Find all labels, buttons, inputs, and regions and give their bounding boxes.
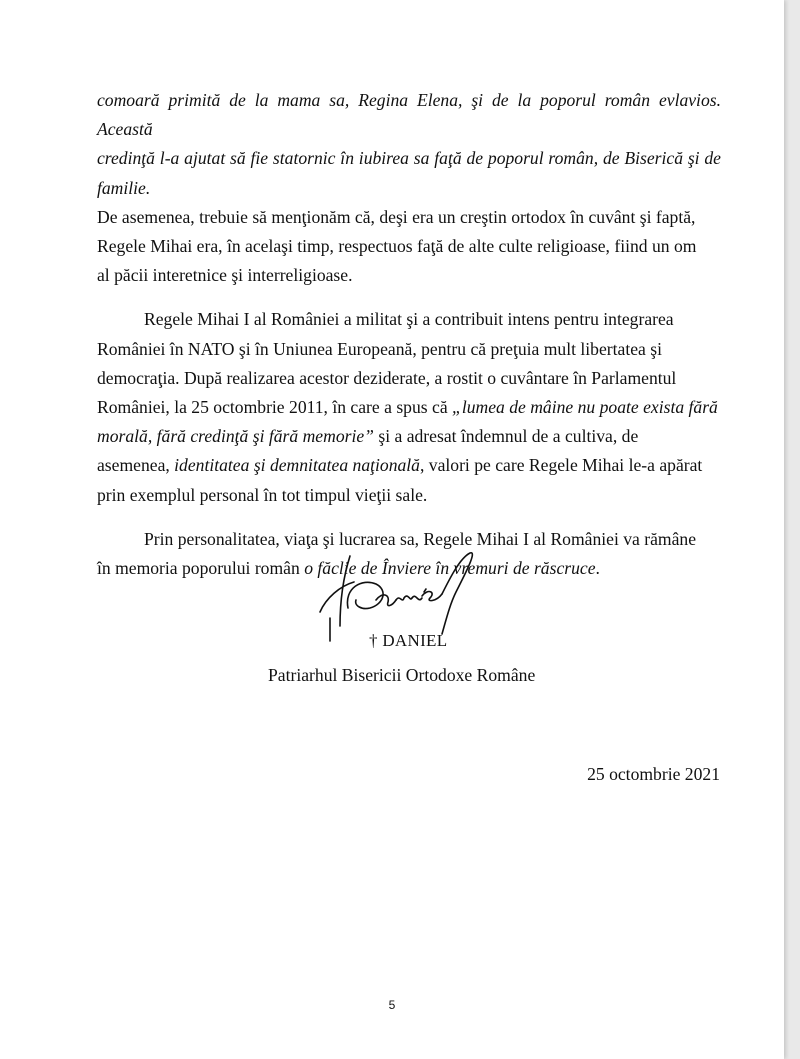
signature-title: Patriarhul Bisericii Ortodoxe Române bbox=[268, 665, 536, 685]
text-line: asemenea, bbox=[97, 455, 175, 476]
text-line: României în NATO şi în Uniunea Europeană, pentru că preţuia mult libertatea şi bbox=[97, 338, 662, 359]
text-line: Regele Mihai I al României a militat şi a contribuit intens pentru integrarea bbox=[144, 309, 674, 330]
quote-text: „lumea de mâine nu poate exista fără bbox=[452, 397, 718, 418]
text-line: în memoria poporului român bbox=[97, 558, 305, 579]
text-line: şi a adresat îndemnul de a cultiva, de bbox=[373, 426, 639, 447]
paragraph-1 bbox=[97, 86, 721, 290]
text-line: României, la 25 octombrie 2011, în care a spus că bbox=[97, 397, 453, 418]
text-line: credinţă l-a ajutat să fie statornic în iubirea sa faţă de poporul român, de Biserică şi de familie. bbox=[97, 148, 721, 198]
text-line: prin exemplul personal în tot timpul vieţii sale. bbox=[97, 484, 428, 505]
text-line: . bbox=[595, 558, 600, 579]
emphasis-text: o făclie de Înviere în vremuri de răscruce bbox=[304, 558, 596, 579]
signature-name: † DANIEL bbox=[369, 631, 448, 650]
document-date: 25 octombrie 2021 bbox=[587, 764, 720, 784]
page-number: 5 bbox=[388, 998, 396, 1012]
text-line: De asemenea, trebuie să menţionăm că, deşi era un creştin ortodox în cuvânt şi faptă, bbox=[97, 206, 696, 227]
text-line: al păcii interetnice şi interreligioase. bbox=[97, 265, 353, 286]
body-text bbox=[97, 86, 721, 583]
text-line: democraţia. După realizarea acestor deziderate, a rostit o cuvântare în Parlamentul bbox=[97, 367, 677, 388]
text-line: , valori pe care Regele Mihai le-a apărat bbox=[419, 455, 703, 476]
paragraph-2 bbox=[97, 305, 721, 509]
text-line: Regele Mihai era, în acelaşi timp, respectuos faţă de alte culte religioase, fiind un om bbox=[97, 236, 697, 257]
quote-text: morală, fără credinţă şi fără memorie” bbox=[97, 426, 374, 447]
text-line: Prin personalitatea, viaţa şi lucrarea sa, Regele Mihai I al României va rămâne bbox=[144, 528, 697, 549]
text-line: comoară primită de la mama sa, Regina Elena, şi de la poporul român evlavios. Această bbox=[97, 90, 721, 140]
emphasis-text: identitatea şi demnitatea naţională bbox=[174, 455, 420, 476]
